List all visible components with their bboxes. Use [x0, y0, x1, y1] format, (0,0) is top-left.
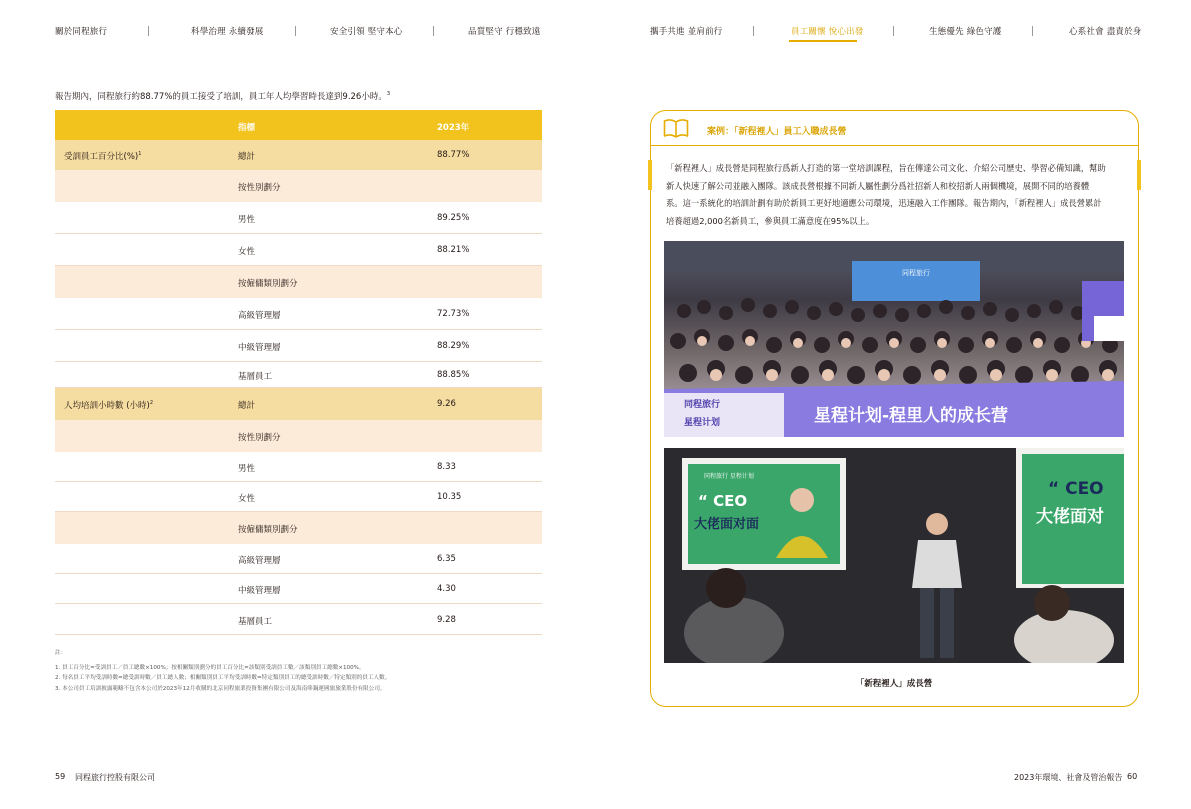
right-screen-title-1: “ CEO	[1048, 479, 1104, 499]
case-body-line: 系。這一系統化的培訓計劃有助於新員工更好地適應公司環境，迅速融入工作團隊。報告期內，「新程裡人」成長營累計	[666, 198, 1102, 209]
table-cell-c3: 88.77%	[437, 150, 470, 160]
table-row	[55, 140, 542, 170]
table-row	[55, 544, 542, 574]
table-cell-c2: 男性	[238, 215, 256, 225]
table-row	[55, 362, 542, 388]
nav-separator	[295, 26, 296, 36]
case-body-line: 「新程裡人」成長營是同程旅行爲新人打造的第一堂培訓課程，旨在傳達公司文化、介紹公司歷史、學習必備知識，幫助	[666, 163, 1106, 173]
table-cell-c3: 10.35	[437, 492, 462, 502]
table-cell-c3: 9.26	[437, 399, 456, 409]
group-photo	[664, 241, 1124, 437]
note-line-1: 1. 員工百分比=受訓員工／員工總數×100%；按相關類別劃分的員工百分比=該類別受訓員工數／該類別員工總數×100%。	[55, 664, 365, 671]
table-cell-c3: 88.29%	[437, 341, 470, 351]
notes-title: 註：	[55, 650, 67, 656]
right-screen-title-2: 大佬面对	[1036, 507, 1104, 527]
nav-item-society[interactable]: 心系社會 盡責於身	[1069, 27, 1142, 37]
ceo-talk-illustration	[664, 448, 1124, 663]
footer-company-name: 同程旅行控股有限公司	[75, 773, 155, 782]
table-footnote-ref: 2	[149, 400, 154, 407]
intro-paragraph	[55, 90, 390, 102]
banner-title: 星程计划-程里人的成长营	[814, 406, 1009, 426]
case-side-tab-right	[1137, 160, 1141, 190]
table-header-row	[55, 110, 542, 140]
nav-separator	[148, 26, 149, 36]
banner-sub: 星程计划	[684, 418, 721, 428]
intro-text: 報告期內，同程旅行約88.77%的員工接受了培訓，員工年人均學習時長達到9.26小時。	[55, 92, 387, 102]
table-cell-c2: 女性	[238, 494, 256, 504]
table-row	[55, 482, 542, 512]
table-cell-c3: 88.85%	[437, 370, 470, 380]
table-cell-c3: 88.21%	[437, 245, 470, 255]
nav-separator	[1032, 26, 1033, 36]
case-body-line: 培養超過2,000名新員工，參與員工滿意度在95%以上。	[666, 215, 875, 226]
table-cell-c1: 受訓員工百分比(%)$^1$	[64, 151, 142, 162]
table-cell-c2: 中級管理層	[238, 343, 281, 353]
table-cell-c3: 9.28	[437, 615, 456, 625]
case-title: 案例：「新程裡人」員工入職成長營	[707, 127, 847, 137]
open-book-icon	[663, 118, 689, 138]
footer-left-page-number: 59	[55, 772, 66, 781]
header-indicator: 指標	[238, 123, 256, 133]
intro-note-ref: 3	[386, 91, 391, 98]
ceo-talk-photo	[664, 448, 1124, 663]
table-cell-c2: 按性別劃分	[238, 433, 281, 443]
table-cell-c2: 按僱傭類別劃分	[238, 525, 298, 535]
banner-logo: 同程旅行	[684, 400, 721, 410]
nav-item-partners[interactable]: 攜手共進 並肩前行	[650, 27, 723, 37]
table-cell-c3: 89.25%	[437, 213, 470, 223]
table-cell-c3: 6.35	[437, 554, 456, 564]
nav-active-underline	[789, 40, 857, 42]
table-row	[55, 298, 542, 330]
screen-text: 同程旅行	[902, 269, 930, 277]
table-footnote-ref: 1	[138, 151, 142, 158]
table-row	[55, 420, 542, 452]
screen-title-1: “ CEO	[698, 492, 748, 510]
table-row	[55, 574, 542, 604]
photo-caption: 「新程裡人」成長營	[855, 679, 933, 689]
nav-item-employee-care[interactable]: 員工關懷 悅心出發	[791, 27, 864, 37]
table-cell-c1: 人均培訓小時數 (小時)$^2$	[64, 400, 154, 411]
nav-item-ecology[interactable]: 生態優先 綠色守護	[929, 27, 1002, 37]
table-cell-c3: 4.30	[437, 584, 456, 594]
table-row	[55, 202, 542, 234]
table-cell-c2: 基層員工	[238, 617, 273, 627]
nav-item-safety[interactable]: 安全引領 堅守本心	[330, 27, 403, 37]
table-row	[55, 234, 542, 266]
screen-title-2: 大佬面对面	[694, 517, 760, 532]
table-row	[55, 452, 542, 482]
table-row	[55, 266, 542, 298]
table-cell-c2: 男性	[238, 464, 256, 474]
case-body	[666, 160, 1126, 230]
nav-separator	[753, 26, 754, 36]
footer-report-title: 2023年環境、社會及管治報告	[1014, 773, 1123, 782]
table-row	[55, 512, 542, 544]
table-notes	[55, 648, 390, 694]
table-cell-c2: 中級管理層	[238, 586, 281, 596]
group-photo-illustration	[664, 241, 1124, 437]
table-row	[55, 170, 542, 202]
table-cell-c2: 女性	[238, 247, 256, 257]
table-row	[55, 388, 542, 420]
screen-logo: 同程旅行 星程计划	[704, 473, 754, 480]
case-body-line: 新人快速了解公司並融入團隊。該成長營根據不同新人屬性劃分爲社招新人和校招新人兩個機境，展開不同的培養體	[666, 180, 1090, 191]
note-line-2: 2. 每名員工平均受訓時數=總受訓時數／員工總人數；相關類別員工平均受訓時數=特定類別員工的總受訓時數／特定類別的員工人數。	[55, 675, 391, 682]
table-row	[55, 604, 542, 635]
header-year: 2023年	[437, 123, 470, 133]
table-cell-c2: 按僱傭類別劃分	[238, 279, 298, 289]
nav-item-about[interactable]: 關於同程旅行	[55, 27, 108, 37]
table-cell-c2: 總計	[238, 152, 256, 162]
table-cell-c2: 高級管理層	[238, 556, 281, 566]
footer-right-page-number: 60	[1127, 772, 1138, 781]
table-cell-c2: 基層員工	[238, 372, 273, 382]
table-row	[55, 330, 542, 362]
table-cell-c3: 72.73%	[437, 309, 470, 319]
table-cell-c2: 按性別劃分	[238, 183, 281, 193]
note-line-3: 3. 本公司員工培訓披露範疇不包含本公司於2023年12月收購的北京同程旅業投資集團有限公司及海南哆鍋運國旅旅業股份有限公司。	[55, 685, 386, 692]
nav-separator	[893, 26, 894, 36]
case-side-tab-left	[648, 160, 652, 190]
case-header-divider	[650, 145, 1139, 146]
nav-item-quality[interactable]: 品質堅守 行穩致遠	[468, 27, 541, 37]
table-cell-c2: 高級管理層	[238, 311, 281, 321]
table-cell-c3: 8.33	[437, 462, 456, 472]
nav-item-governance[interactable]: 科學治理 永續發展	[191, 27, 264, 37]
table-cell-c2: 總計	[238, 401, 256, 411]
nav-separator	[433, 26, 434, 36]
